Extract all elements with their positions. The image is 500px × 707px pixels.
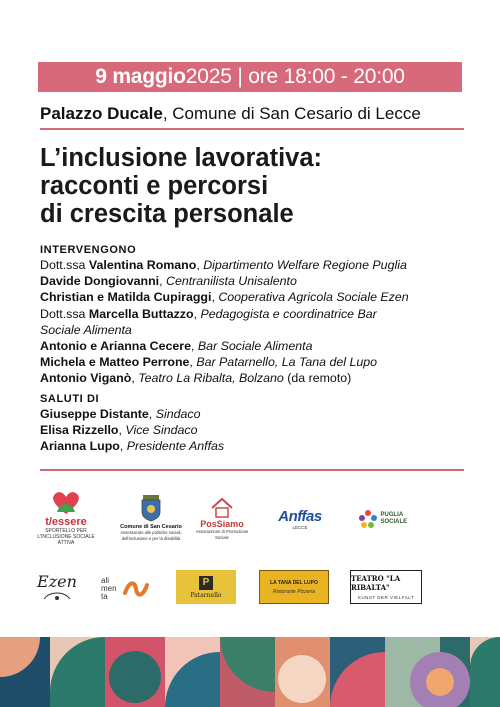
title-line-3: di crescita personale — [40, 200, 294, 228]
comune-logo: Comune di San Cesario Assessorato alle politiche sociali, dell'inclusione e per la disabilità — [120, 490, 182, 546]
possiamo-logo: PosSiamo Associazione di Promozione Sociale — [192, 494, 252, 544]
speakers-list — [40, 257, 480, 387]
leaf-icon — [42, 591, 72, 601]
speakers-heading: INTERVENGONO — [40, 244, 137, 256]
greets-heading: SALUTI DI — [40, 393, 100, 405]
speaker-row: Dott.ssa Marcella Buttazzo, Pedagogista e coordinatrice Bar — [40, 306, 377, 321]
star-icon — [358, 509, 378, 529]
venue — [40, 104, 464, 124]
event-year-time: 2025 | ore 18:00 - 20:00 — [185, 65, 405, 88]
speaker-row: Davide Dongiovanni, Centranilista Unisalento — [40, 274, 297, 289]
title-line-1: L’inclusione lavorativa: — [40, 144, 323, 172]
speaker-row: Dott.ssa Valentina Romano, Dipartimento Welfare Regione Puglia — [40, 258, 407, 272]
ezen-logo: Ezen — [36, 566, 78, 606]
speaker-row: Michela e Matteo Perrone, Bar Patarnello, La Tana del Lupo — [40, 355, 378, 370]
divider-top — [40, 128, 464, 130]
greet-row: Arianna Lupo, Presidente Anffas — [40, 439, 225, 454]
heart-icon — [49, 490, 83, 516]
alimenta-logo: ali men ta — [96, 574, 154, 604]
speaker-row: Christian e Matilda Cupiraggi, Cooperativa Agricola Sociale Ezen — [40, 290, 409, 305]
geometric-pattern — [0, 637, 500, 707]
puglia-sociale-logo: PUGLIA SOCIALE — [354, 502, 414, 536]
venue-comune: , Comune di San Cesario di Lecce — [162, 104, 421, 123]
greets-list — [40, 406, 480, 455]
anffas-logo: Anffas LECCE — [278, 507, 322, 530]
coat-of-arms-icon — [140, 494, 162, 522]
tessere-logo: t/essere SPORTELLO PER L'INCLUSIONE SOCIALE ATTIVA — [36, 490, 96, 546]
venue-place: Palazzo Ducale — [40, 104, 163, 123]
decorative-footer — [0, 637, 500, 707]
patarnello-logo: P Patarnello — [176, 570, 236, 604]
event-date: 9 maggio — [95, 65, 186, 88]
teatro-ribalta-logo: TEATRO "LA RIBALTA" KUNST DER VIELFALT — [350, 570, 422, 604]
greet-row: Giuseppe Distante, Sindaco — [40, 407, 201, 421]
tana-del-lupo-logo: LA TANA DEL LUPO Ristorante Pizzeria — [259, 570, 329, 604]
title-line-2: racconti e percorsi — [40, 172, 269, 200]
speaker-row: Antonio e Arianna Cecere, Bar Sociale Alimenta — [40, 339, 313, 354]
house-icon — [209, 497, 235, 519]
greet-row: Elisa Rizzello, Vice Sindaco — [40, 423, 198, 438]
wave-icon — [123, 579, 149, 599]
speaker-row-continued: Sociale Alimenta — [40, 322, 132, 337]
event-title — [40, 144, 470, 228]
date-banner — [38, 62, 462, 92]
speaker-row: Antonio Viganò, Teatro La Ribalta, Bolzano (da remoto) — [40, 371, 352, 386]
divider-bottom — [40, 469, 464, 471]
